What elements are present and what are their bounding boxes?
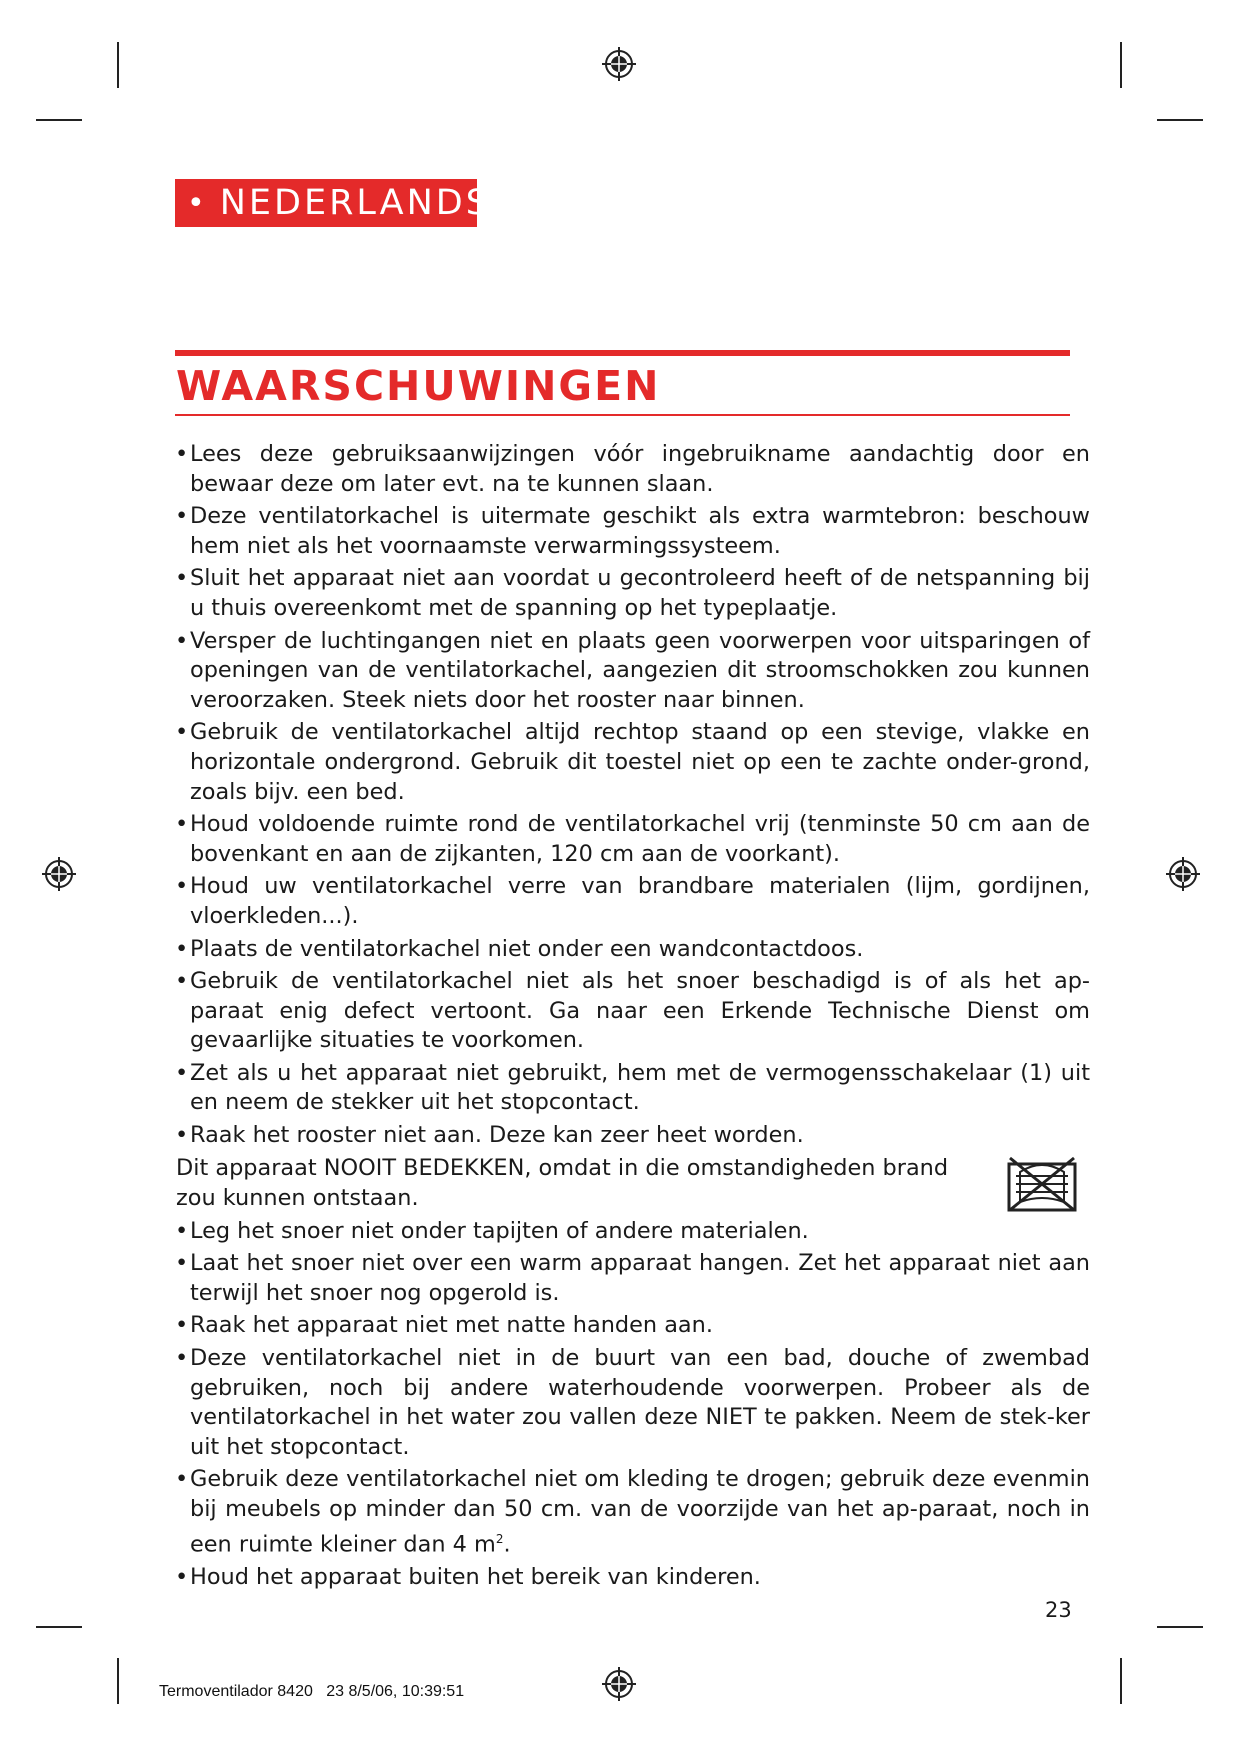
language-label: NEDERLANDS bbox=[219, 183, 491, 223]
title-rule-top bbox=[175, 350, 1070, 356]
list-item: • Gebruik de ventilatorkachel altijd rechtop staand op een stevige, vlakke en horizontale ondergrond. Gebruik dit toestel niet op een te zachte onder-grond, zoals bijv. een bed. bbox=[175, 719, 1090, 805]
cover-notice bbox=[176, 1154, 1090, 1214]
crop-mark bbox=[117, 1658, 119, 1704]
list-item: • Sluit het apparaat niet aan voordat u gecontroleerd heeft of de netspanning bij u thuis overeenkomt met de spanning op het typeplaatje. bbox=[175, 565, 1090, 621]
list-item: • Houd voldoende ruimte rond de ventilatorkachel vrij (tenminste 50 cm aan de bovenkant en aan de zijkanten, 120 cm aan de voorkant). bbox=[175, 811, 1090, 867]
registration-mark-icon bbox=[1164, 855, 1202, 893]
language-tag bbox=[175, 179, 491, 227]
crop-mark bbox=[1120, 1658, 1122, 1704]
registration-mark-icon bbox=[600, 1665, 638, 1703]
warnings-list bbox=[176, 440, 1090, 1595]
page-number: 23 bbox=[1045, 1598, 1072, 1622]
list-item: • Leg het snoer niet onder tapijten of andere materialen. bbox=[175, 1217, 809, 1244]
section-title: WAARSCHUWINGEN bbox=[176, 362, 661, 410]
list-item: • Raak het apparaat niet met natte handen aan. bbox=[175, 1312, 713, 1339]
list-item: • Raak het rooster niet aan. Deze kan zeer heet worden. bbox=[175, 1122, 804, 1149]
registration-mark-icon bbox=[40, 855, 78, 893]
list-item: • Laat het snoer niet over een warm apparaat hangen. Zet het apparaat niet aan terwijl het snoer nog opgerold is. bbox=[175, 1250, 1090, 1306]
crop-mark bbox=[1120, 42, 1122, 88]
title-rule-bottom bbox=[175, 414, 1070, 416]
list-item: • Plaats de ventilatorkachel niet onder een wandcontactdoos. bbox=[175, 935, 864, 962]
list-item: • Gebruik de ventilatorkachel niet als het snoer beschadigd is of als het ap-paraat enig defect vertoont. Ga naar een Erkende Technische Dienst om gevaarlijke situaties te voorkomen. bbox=[175, 968, 1090, 1054]
list-item: • Gebruik deze ventilatorkachel niet om kleding te drogen; gebruik deze evenmin bij meubels op minder dan 50 cm. van de voorzijde van het ap-paraat, noch in een ruimte kleiner dan 4 $m^2$. bbox=[175, 1466, 1090, 1558]
list-item: • Deze ventilatorkachel is uitermate geschikt als extra warmtebron: beschouw hem niet als het voornaamste verwarmingssysteem. bbox=[175, 503, 1090, 559]
crop-mark bbox=[36, 119, 82, 121]
print-slug: Termoventilador 8420 23 8/5/06, 10:39:51 bbox=[159, 1683, 465, 1700]
list-item: • Deze ventilatorkachel niet in de buurt van een bad, douche of zwembad gebruiken, noch bij andere waterhoudende voorwerpen. Probeer als de ventilatorkachel in het water zou vallen deze NIET te pakken. Neem de stek-ker uit het stopcontact. bbox=[175, 1345, 1090, 1460]
list-item: • Houd uw ventilatorkachel verre van brandbare materialen (lijm, gordijnen, vloerkleden...). bbox=[175, 873, 1090, 929]
do-not-cover-icon bbox=[1006, 1154, 1078, 1214]
list-item: • Houd het apparaat buiten het bereik van kinderen. bbox=[175, 1563, 761, 1590]
crop-mark bbox=[1157, 119, 1203, 121]
list-item: • Zet als u het apparaat niet gebruikt, hem met de vermogensschakelaar (1) uit en neem de stekker uit het stopcontact. bbox=[175, 1059, 1090, 1116]
bullet: • bbox=[187, 185, 208, 221]
list-item: • Versper de luchtingangen niet en plaats geen voorwerpen voor uitsparingen of openingen van de ventilatorkachel, aangezien dit stroomschokken zou kunnen veroorzaken. Steek niets door het rooster naar binnen. bbox=[175, 627, 1090, 713]
crop-mark bbox=[1157, 1626, 1203, 1628]
crop-mark bbox=[117, 42, 119, 88]
crop-mark bbox=[36, 1626, 82, 1628]
cover-notice-text: Dit apparaat NOOIT BEDEKKEN, omdat in die omstandigheden brand zou kunnen ontstaan. bbox=[176, 1155, 949, 1211]
list-item: • Lees deze gebruiksaanwijzingen vóór ingebruikname aandachtig door en bewaar deze om later evt. na te kunnen slaan. bbox=[175, 441, 1090, 497]
registration-mark-icon bbox=[600, 45, 638, 83]
